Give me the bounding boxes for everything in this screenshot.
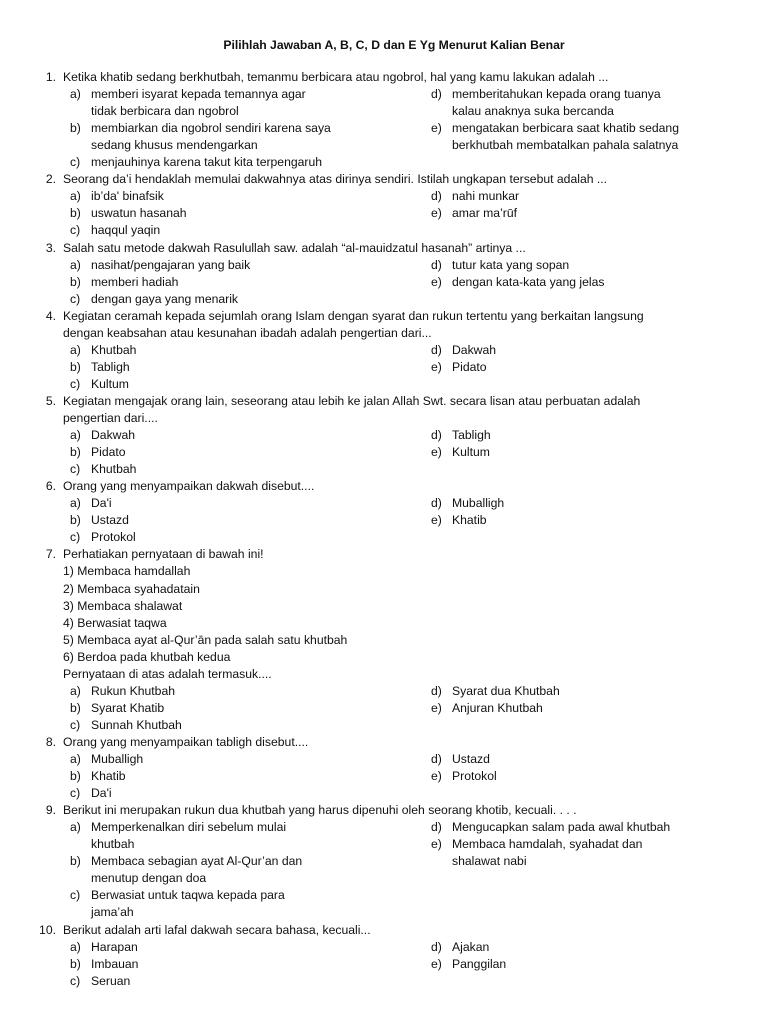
option-letter: b) (70, 359, 81, 374)
option-letter: b) (70, 445, 81, 460)
option-text: khutbah (91, 837, 135, 852)
question-number: 2. (45, 172, 56, 187)
option-text: Da'i (91, 786, 112, 801)
question-text: Kegiatan ceramah kepada sejumlah orang Islam dengan syarat dan rukun tertentu yang berkaitan langsung (63, 308, 644, 323)
option-text: jama’ah (91, 905, 134, 920)
option-letter: e) (431, 513, 442, 528)
option-letter: a) (70, 87, 81, 102)
option-letter: d) (431, 496, 442, 511)
option-letter: a) (70, 683, 81, 698)
option-text: amar ma’rūf (452, 206, 518, 221)
question-text: Berikut ini merupakan rukun dua khutbah yang harus dipenuhi oleh seorang khotib, kecuali. . . . (63, 803, 577, 818)
option-letter: e) (431, 121, 442, 136)
option-text: Pidato (91, 445, 126, 460)
option-letter: b) (70, 854, 81, 869)
option-text: memberi isyarat kepada temannya agar (91, 87, 306, 102)
option-text: Khutbah (91, 462, 137, 477)
option-letter: d) (431, 428, 442, 443)
page-title: Pilihlah Jawaban A, B, C, D dan E Yg Menurut Kalian Benar (223, 38, 565, 52)
question-number: 9. (45, 803, 56, 818)
option-letter: c) (70, 530, 81, 545)
option-letter: c) (70, 973, 81, 988)
option-text: Rukun Khutbah (91, 683, 176, 698)
option-letter: a) (70, 342, 81, 357)
option-text: Panggilan (452, 956, 507, 971)
question-number: 1. (45, 70, 56, 84)
question-number: 4. (45, 308, 56, 323)
option-letter: a) (70, 752, 81, 766)
question-text: 2) Membaca syahadatain (63, 581, 200, 596)
option-text: Sunnah Khutbah (91, 717, 182, 732)
option-text: uswatun hasanah (91, 206, 187, 221)
option-letter: e) (431, 837, 442, 852)
question-number: 3. (45, 240, 56, 255)
option-text: Mengucapkan salam pada awal khutbah (452, 820, 671, 835)
option-text: menjauhinya karena takut kita terpengaruh (91, 155, 323, 170)
option-text: Dakwah (452, 342, 497, 357)
question-text: Perhatiakan pernyataan di bawah ini! (63, 547, 264, 562)
option-letter: a) (70, 428, 81, 443)
question-text: Orang yang menyampaikan tabligh disebut.... (63, 734, 309, 749)
option-text: Harapan (91, 939, 138, 954)
question-text: Orang yang menyampaikan dakwah disebut.... (63, 479, 315, 494)
option-letter: d) (431, 683, 442, 698)
option-text: Khutbah (91, 342, 137, 357)
option-letter: a) (70, 257, 81, 272)
option-text: Syarat Khatib (91, 700, 165, 715)
option-text: Anjuran Khutbah (452, 700, 543, 715)
option-letter: e) (431, 206, 442, 221)
option-text: haqqul yaqin (91, 223, 161, 238)
option-text: nasihat/pengajaran yang baik (91, 257, 251, 272)
option-letter: b) (70, 121, 81, 136)
option-letter: c) (70, 888, 81, 903)
option-text: tidak berbicara dan ngobrol (91, 104, 239, 119)
option-text: Membaca hamdalah, syahadat dan (452, 837, 643, 852)
option-text: Khatib (452, 513, 487, 528)
option-text: Tabligh (91, 359, 130, 374)
option-text: Syarat dua Khutbah (452, 683, 560, 698)
question-number: 7. (45, 547, 56, 562)
option-text: dengan kata-kata yang jelas (452, 274, 605, 289)
option-letter: c) (70, 717, 81, 732)
option-letter: b) (70, 956, 81, 971)
option-text: Seruan (91, 973, 131, 988)
option-text: membiarkan dia ngobrol sendiri karena saya (91, 121, 331, 136)
option-text: Muballigh (452, 496, 505, 511)
option-letter: b) (70, 700, 81, 715)
question-text: dengan keabsahan atau kesunahan ibadah adalah pengertian dari... (63, 325, 432, 340)
option-text: Membaca sebagian ayat Al-Qur’an dan (91, 854, 303, 869)
option-text: nahi munkar (452, 189, 520, 204)
option-text: tutur kata yang sopan (452, 257, 570, 272)
option-letter: d) (431, 342, 442, 357)
option-letter: d) (431, 87, 442, 102)
option-text: memberitahukan kepada orang tuanya (452, 87, 661, 102)
option-letter: d) (431, 939, 442, 954)
question-text: 4) Berwasiat taqwa (63, 615, 167, 630)
question-text: 1) Membaca hamdallah (63, 564, 191, 579)
option-letter: a) (70, 189, 81, 204)
option-letter: c) (70, 291, 81, 306)
option-letter: d) (431, 820, 442, 835)
option-text: shalawat nabi (452, 854, 527, 869)
option-letter: e) (431, 769, 442, 784)
option-letter: c) (70, 376, 81, 391)
option-text: memberi hadiah (91, 274, 179, 289)
option-text: Protokol (91, 530, 136, 545)
option-letter: c) (70, 786, 81, 801)
question-text: 6) Berdoa pada khutbah kedua (63, 649, 231, 664)
question-text: Seorang da’i hendaklah memulai dakwahnya atas dirinya sendiri. Istilah ungkapan tersebut adalah ... (63, 172, 608, 187)
option-text: Ajakan (452, 939, 490, 954)
question-number: 8. (45, 734, 56, 749)
option-text: ib’da' binafsik (91, 189, 164, 204)
option-text: sedang khusus mendengarkan (91, 138, 258, 153)
option-letter: b) (70, 513, 81, 528)
option-letter: e) (431, 359, 442, 374)
option-letter: b) (70, 206, 81, 221)
option-letter: e) (431, 956, 442, 971)
question-text: Berikut adalah arti lafal dakwah secara bahasa, kecuali... (63, 922, 371, 937)
option-text: Dakwah (91, 428, 136, 443)
question-text: pengertian dari.... (63, 411, 158, 425)
option-text: Muballigh (91, 752, 144, 766)
option-text: Ustazd (452, 752, 490, 766)
option-letter: b) (70, 769, 81, 784)
question-number: 5. (45, 393, 56, 408)
option-letter: a) (70, 820, 81, 835)
option-text: Tabligh (452, 428, 491, 443)
option-letter: d) (431, 257, 442, 272)
option-letter: a) (70, 939, 81, 954)
option-text: Da'i (91, 496, 112, 511)
option-letter: e) (431, 274, 442, 289)
option-letter: b) (70, 274, 81, 289)
option-text: Protokol (452, 769, 497, 784)
option-text: Kultum (452, 445, 490, 460)
question-text: Ketika khatib sedang berkhutbah, temanmu berbicara atau ngobrol, hal yang kamu lakukan adalah ... (63, 70, 609, 84)
option-text: Khatib (91, 769, 126, 784)
option-letter: e) (431, 445, 442, 460)
option-text: Pidato (452, 359, 487, 374)
option-text: kalau anaknya suka bercanda (452, 104, 614, 119)
option-text: berkhutbah membatalkan pahala salatnya (452, 138, 679, 153)
option-letter: d) (431, 752, 442, 766)
question-text: Salah satu metode dakwah Rasulullah saw. adalah “al-mauidzatul hasanah” artinya ... (63, 240, 526, 255)
option-text: mengatakan berbicara saat khatib sedang (452, 121, 679, 136)
question-number: 6. (45, 479, 56, 494)
option-letter: e) (431, 700, 442, 715)
option-letter: c) (70, 155, 81, 170)
option-text: menutup dengan doa (91, 871, 207, 886)
option-text: Ustazd (91, 513, 129, 528)
question-text: Kegiatan mengajak orang lain, seseorang atau lebih ke jalan Allah Swt. secara lisan atau perbuatan adalah (63, 393, 641, 408)
option-text: Memperkenalkan diri sebelum mulai (91, 820, 287, 835)
option-letter: a) (70, 496, 81, 511)
option-letter: d) (431, 189, 442, 204)
question-number: 10. (39, 922, 56, 937)
option-text: Kultum (91, 376, 129, 391)
option-text: Berwasiat untuk taqwa kepada para (91, 888, 285, 903)
question-text: Pernyataan di atas adalah termasuk.... (63, 666, 272, 681)
option-letter: c) (70, 462, 81, 477)
question-text: 5) Membaca ayat al-Qur’ān pada salah satu khutbah (63, 632, 348, 647)
option-letter: c) (70, 223, 81, 238)
option-text: Imbauan (91, 956, 139, 971)
option-text: dengan gaya yang menarik (91, 291, 239, 306)
question-text: 3) Membaca shalawat (63, 598, 183, 613)
